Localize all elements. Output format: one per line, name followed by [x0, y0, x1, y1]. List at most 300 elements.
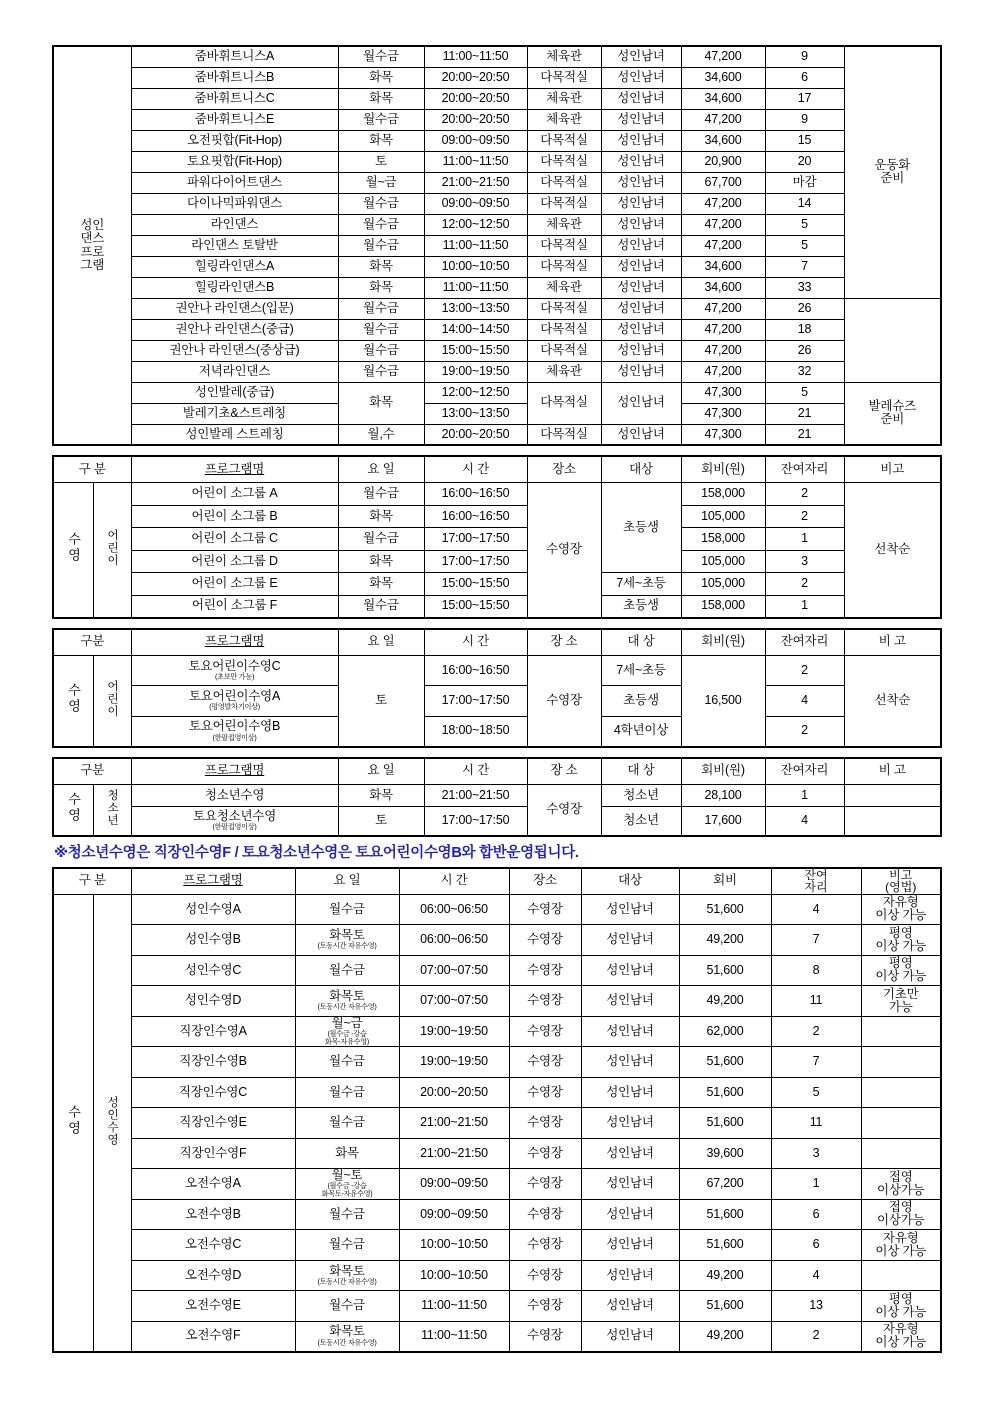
- table-row: [53, 550, 941, 573]
- adult-swim-table: [52, 867, 942, 1353]
- program-seats: 33: [765, 277, 844, 298]
- table-row: [53, 573, 941, 596]
- program-name: 오전수영B: [131, 1199, 295, 1230]
- program-time: 18:00~18:50: [424, 716, 527, 747]
- program-day: 월수금: [295, 894, 399, 925]
- table-row: [53, 403, 941, 424]
- column-header: 비 고: [844, 629, 941, 656]
- dance-note-ballet: 발레슈즈 준비: [844, 382, 941, 445]
- program-day: 월수금: [295, 1199, 399, 1230]
- table-row: [53, 88, 941, 109]
- column-header: 회비(원): [681, 629, 765, 656]
- program-day: 화목: [338, 784, 424, 807]
- program-name: 직장인수영B: [131, 1047, 295, 1078]
- spacer-1: [52, 446, 940, 455]
- program-time: 15:00~15:50: [424, 595, 527, 618]
- program-time: 12:00~12:50: [424, 382, 527, 403]
- kids-category-1: 수영: [53, 483, 93, 618]
- program-day: 월수금: [338, 595, 424, 618]
- program-day: 월수금: [338, 298, 424, 319]
- program-fee: 51,600: [679, 1077, 771, 1108]
- table-row: [53, 1169, 941, 1200]
- program-day: 월수금: [338, 214, 424, 235]
- program-name: 토요어린이수영B (한팔접영이상): [131, 716, 338, 747]
- column-header: 대 상: [601, 629, 681, 656]
- program-fee: 67,700: [681, 172, 765, 193]
- program-time: 17:00~17:50: [424, 550, 527, 573]
- column-header: 잔여자리: [765, 758, 844, 785]
- program-target: 성인남녀: [601, 424, 681, 445]
- table-row: [53, 256, 941, 277]
- column-header: 장소: [509, 868, 581, 895]
- program-time: 19:00~19:50: [399, 1016, 509, 1047]
- program-day: 월~금: [338, 172, 424, 193]
- program-target: 성인남녀: [601, 88, 681, 109]
- table-row: [53, 1199, 941, 1230]
- program-name: 권안나 라인댄스(중급): [131, 319, 338, 340]
- program-target: 성인남녀: [581, 1138, 679, 1169]
- program-time: 10:00~10:50: [399, 1260, 509, 1291]
- program-name: 토요어린이수영C (초보만 가능): [131, 655, 338, 686]
- program-fee: 39,600: [679, 1138, 771, 1169]
- program-name: 권안나 라인댄스(중상급): [131, 340, 338, 361]
- table-row: [53, 340, 941, 361]
- program-day: 화목: [338, 88, 424, 109]
- program-time: 16:00~16:50: [424, 655, 527, 686]
- table-row: [53, 151, 941, 172]
- program-name: 어린이 소그룹 C: [131, 528, 338, 551]
- program-time: 20:00~20:50: [424, 424, 527, 445]
- program-day: 월수금: [295, 1230, 399, 1261]
- program-fee: 67,200: [679, 1169, 771, 1200]
- table-row: [53, 1230, 941, 1261]
- program-fee: 51,600: [679, 1199, 771, 1230]
- program-fee: 47,200: [681, 109, 765, 130]
- program-name: 라인댄스 토탈반: [131, 235, 338, 256]
- column-header: 장소: [527, 456, 601, 483]
- program-fee: 51,600: [679, 955, 771, 986]
- program-seats: 13: [771, 1291, 861, 1322]
- program-place: 수영장: [509, 1291, 581, 1322]
- dance-note-shoes: 운동화 준비: [844, 46, 941, 298]
- program-seats: 2: [765, 573, 844, 596]
- program-note: [844, 784, 941, 807]
- program-seats: 21: [765, 403, 844, 424]
- program-target: 성인남녀: [581, 986, 679, 1017]
- program-place: 수영장: [509, 894, 581, 925]
- table-header-row: [53, 456, 941, 483]
- program-name: 성인발레 스트레칭: [131, 424, 338, 445]
- program-time: 15:00~15:50: [424, 340, 527, 361]
- program-seats: 14: [765, 193, 844, 214]
- program-name: 토요어린이수영A (평영발차기이상): [131, 686, 338, 717]
- program-time: 10:00~10:50: [399, 1230, 509, 1261]
- table-row: [53, 298, 941, 319]
- program-place: 다목적실: [527, 193, 601, 214]
- youth-category-1: 수영: [53, 784, 93, 836]
- program-target: 4학년이상: [601, 716, 681, 747]
- program-place: 수영장: [527, 655, 601, 747]
- program-name: 청소년수영: [131, 784, 338, 807]
- program-note: [844, 807, 941, 836]
- program-target: 초등생: [601, 686, 681, 717]
- program-time: 10:00~10:50: [424, 256, 527, 277]
- column-header: 프로그램명: [131, 456, 338, 483]
- program-note-stroke: [861, 1260, 941, 1291]
- program-time: 15:00~15:50: [424, 573, 527, 596]
- program-time: 09:00~09:50: [399, 1169, 509, 1200]
- program-target: 성인남녀: [601, 235, 681, 256]
- program-seats: 2: [771, 1016, 861, 1047]
- column-header: 시 간: [424, 758, 527, 785]
- column-header: 장 소: [527, 629, 601, 656]
- table-row: [53, 505, 941, 528]
- program-time: 07:00~07:50: [399, 986, 509, 1017]
- program-time: 21:00~21:50: [399, 1108, 509, 1139]
- program-day: 월수금: [338, 361, 424, 382]
- program-seats: 17: [765, 88, 844, 109]
- program-target: 성인남녀: [601, 151, 681, 172]
- program-name: 어린이 소그룹 B: [131, 505, 338, 528]
- program-seats: 4: [771, 894, 861, 925]
- program-name: 오전수영E: [131, 1291, 295, 1322]
- column-header: 회비: [679, 868, 771, 895]
- program-note-stroke: 평영 이상 가능: [861, 1291, 941, 1322]
- table-row: [53, 807, 941, 836]
- program-place: 다목적실: [527, 424, 601, 445]
- program-seats: 15: [765, 130, 844, 151]
- program-note-stroke: [861, 1077, 941, 1108]
- program-fee: 34,600: [681, 277, 765, 298]
- program-place: 다목적실: [527, 340, 601, 361]
- program-name: 성인수영D: [131, 986, 295, 1017]
- program-target: 성인남녀: [601, 130, 681, 151]
- program-fee: 49,200: [679, 986, 771, 1017]
- table-row: [53, 595, 941, 618]
- program-seats: 1: [765, 784, 844, 807]
- column-header: 대 상: [601, 758, 681, 785]
- program-name: 토요청소년수영 (한팔접영이상): [131, 807, 338, 836]
- program-place: 체육관: [527, 109, 601, 130]
- program-fee: 47,300: [681, 403, 765, 424]
- program-time: 17:00~17:50: [424, 686, 527, 717]
- program-place: 수영장: [509, 1047, 581, 1078]
- program-place: 수영장: [509, 986, 581, 1017]
- program-name: 오전핏합(Fit-Hop): [131, 130, 338, 151]
- program-time: 17:00~17:50: [424, 528, 527, 551]
- program-note-stroke: 평영 이상 가능: [861, 925, 941, 956]
- program-note-stroke: [861, 1016, 941, 1047]
- program-place: 다목적실: [527, 319, 601, 340]
- program-fee: 20,900: [681, 151, 765, 172]
- program-seats: 2: [765, 716, 844, 747]
- program-target: 성인남녀: [601, 361, 681, 382]
- program-note-stroke: [861, 1047, 941, 1078]
- program-day: 화목: [338, 550, 424, 573]
- column-header: 회비(원): [681, 456, 765, 483]
- table-row: [53, 67, 941, 88]
- program-seats: 4: [765, 807, 844, 836]
- spacer-3: [52, 748, 940, 757]
- program-day: 화목: [338, 277, 424, 298]
- program-name: 줌바휘트니스E: [131, 109, 338, 130]
- program-name: 줌바휘트니스A: [131, 46, 338, 67]
- program-seats: 7: [765, 256, 844, 277]
- program-note-stroke: 접영 이상가능: [861, 1169, 941, 1200]
- program-target: 초등생: [601, 595, 681, 618]
- program-seats: 마감: [765, 172, 844, 193]
- table-row: [53, 382, 941, 403]
- column-header: 요 일: [338, 758, 424, 785]
- table-row: [53, 784, 941, 807]
- program-name: 직장인수영C: [131, 1077, 295, 1108]
- program-name: 오전수영D: [131, 1260, 295, 1291]
- program-target: 성인남녀: [601, 298, 681, 319]
- program-note-stroke: [861, 1108, 941, 1139]
- spacer-2: [52, 619, 940, 628]
- program-target: 성인남녀: [581, 1077, 679, 1108]
- program-seats: 6: [771, 1199, 861, 1230]
- program-name: 저녁라인댄스: [131, 361, 338, 382]
- program-schedule-page: [52, 45, 940, 1353]
- adult-category-2: 성인수영: [93, 894, 131, 1352]
- program-time: 16:00~16:50: [424, 505, 527, 528]
- program-place: 수영장: [509, 925, 581, 956]
- program-name: 어린이 소그룹 E: [131, 573, 338, 596]
- program-seats: 26: [765, 340, 844, 361]
- program-day: 화목: [338, 505, 424, 528]
- program-time: 13:00~13:50: [424, 403, 527, 424]
- program-name: 파워다이어트댄스: [131, 172, 338, 193]
- table-row: [53, 277, 941, 298]
- program-fee: 28,100: [681, 784, 765, 807]
- program-place: 수영장: [509, 1077, 581, 1108]
- youth-category-2: 청소년: [93, 784, 131, 836]
- program-day: 화목토 (토동시간 자유수영): [295, 1321, 399, 1352]
- program-target: 성인남녀: [601, 214, 681, 235]
- program-time: 19:00~19:50: [399, 1047, 509, 1078]
- program-target: 성인남녀: [601, 277, 681, 298]
- program-time: 13:00~13:50: [424, 298, 527, 319]
- table-row: [53, 955, 941, 986]
- satkids-category-2: 어린이: [93, 655, 131, 747]
- program-name: 직장인수영F: [131, 1138, 295, 1169]
- column-header: 비고: [844, 456, 941, 483]
- program-name: 직장인수영E: [131, 1108, 295, 1139]
- program-fee: 105,000: [681, 550, 765, 573]
- program-day: 토: [338, 807, 424, 836]
- table-row: [53, 361, 941, 382]
- table-header-row: [53, 758, 941, 785]
- program-day: 화목: [338, 67, 424, 88]
- program-fee: 47,300: [681, 382, 765, 403]
- table-row: [53, 925, 941, 956]
- program-target: 7세~초등: [601, 573, 681, 596]
- program-day: 월~금 (월수금 -강습 화목-자유수영): [295, 1016, 399, 1047]
- program-fee: 158,000: [681, 483, 765, 506]
- program-place: 다목적실: [527, 172, 601, 193]
- table-row: [53, 483, 941, 506]
- column-header: 잔여자리: [765, 629, 844, 656]
- column-header: 대상: [581, 868, 679, 895]
- table-row: [53, 716, 941, 747]
- program-day: 월수금: [295, 1108, 399, 1139]
- program-target: 성인남녀: [601, 340, 681, 361]
- program-fee: 47,200: [681, 298, 765, 319]
- table-row: [53, 235, 941, 256]
- program-note-stroke: 기초만 가능: [861, 986, 941, 1017]
- table-row: [53, 214, 941, 235]
- kids-category-2: 어린이: [93, 483, 131, 618]
- table-row: [53, 1108, 941, 1139]
- program-target: 성인남녀: [581, 1016, 679, 1047]
- table-row: [53, 109, 941, 130]
- program-place: 수영장: [509, 1138, 581, 1169]
- program-target: 성인남녀: [581, 1108, 679, 1139]
- program-time: 09:00~09:50: [424, 193, 527, 214]
- program-note-stroke: 평영 이상 가능: [861, 955, 941, 986]
- program-place: 수영장: [509, 955, 581, 986]
- program-place: 체육관: [527, 214, 601, 235]
- program-time: 06:00~06:50: [399, 925, 509, 956]
- program-name: 다이나믹파워댄스: [131, 193, 338, 214]
- program-seats: 5: [765, 214, 844, 235]
- program-fee: 34,600: [681, 256, 765, 277]
- program-place: 체육관: [527, 46, 601, 67]
- program-fee: 47,200: [681, 319, 765, 340]
- program-name: 줌바휘트니스C: [131, 88, 338, 109]
- program-time: 11:00~11:50: [424, 235, 527, 256]
- program-target: 성인남녀: [601, 319, 681, 340]
- program-place: 수영장: [509, 1016, 581, 1047]
- program-place: 다목적실: [527, 382, 601, 424]
- program-seats: 7: [771, 925, 861, 956]
- program-note-stroke: 자유형 이상 가능: [861, 1321, 941, 1352]
- program-name: 라인댄스: [131, 214, 338, 235]
- column-header: 구분: [53, 629, 131, 656]
- program-target: 성인남녀: [601, 256, 681, 277]
- program-fee: 51,600: [679, 1230, 771, 1261]
- program-place: 다목적실: [527, 130, 601, 151]
- program-fee: 105,000: [681, 573, 765, 596]
- table-row: [53, 686, 941, 717]
- table-row: [53, 424, 941, 445]
- program-seats: 5: [765, 382, 844, 403]
- program-time: 21:00~21:50: [424, 784, 527, 807]
- program-name: 오전수영F: [131, 1321, 295, 1352]
- column-header: 프로그램명: [131, 868, 295, 895]
- program-day: 화목: [338, 130, 424, 151]
- table-row: [53, 1077, 941, 1108]
- table-row: [53, 894, 941, 925]
- program-fee: 47,200: [681, 340, 765, 361]
- program-fee: 105,000: [681, 505, 765, 528]
- satkids-note: 선착순: [844, 655, 941, 747]
- program-target: 성인남녀: [581, 1260, 679, 1291]
- program-fee: 16,500: [681, 655, 765, 747]
- program-seats: 3: [771, 1138, 861, 1169]
- program-seats: 7: [771, 1047, 861, 1078]
- program-seats: 6: [771, 1230, 861, 1261]
- program-name: 토요핏합(Fit-Hop): [131, 151, 338, 172]
- program-seats: 2: [771, 1321, 861, 1352]
- program-seats: 6: [765, 67, 844, 88]
- table-row: [53, 1016, 941, 1047]
- table-header-row: [53, 629, 941, 656]
- program-time: 11:00~11:50: [424, 151, 527, 172]
- program-day: 월수금: [338, 235, 424, 256]
- program-place: 수영장: [509, 1230, 581, 1261]
- program-seats: 11: [771, 1108, 861, 1139]
- program-target: 성인남녀: [601, 109, 681, 130]
- program-target: 성인남녀: [581, 894, 679, 925]
- program-time: 11:00~11:50: [424, 277, 527, 298]
- program-time: 14:00~14:50: [424, 319, 527, 340]
- program-place: 다목적실: [527, 298, 601, 319]
- table-row: [53, 130, 941, 151]
- column-header: 요 일: [338, 456, 424, 483]
- program-target: 성인남녀: [581, 1047, 679, 1078]
- program-name: 권안나 라인댄스(입문): [131, 298, 338, 319]
- program-day: 월수금: [295, 955, 399, 986]
- program-day: 화목토 (토동시간 자유수영): [295, 925, 399, 956]
- column-header: 장 소: [527, 758, 601, 785]
- program-fee: 51,600: [679, 1047, 771, 1078]
- program-target: 청소년: [601, 784, 681, 807]
- program-seats: 9: [765, 46, 844, 67]
- column-header: 비고 (영법): [861, 868, 941, 895]
- program-name: 어린이 소그룹 A: [131, 483, 338, 506]
- program-target: 초등생: [601, 483, 681, 573]
- program-fee: 47,200: [681, 214, 765, 235]
- table-row: [53, 528, 941, 551]
- kids-note: 선착순: [844, 483, 941, 618]
- table-row: [53, 319, 941, 340]
- program-day: 화목토 (토동시간 자유수영): [295, 986, 399, 1017]
- program-target: 성인남녀: [581, 1291, 679, 1322]
- program-note-stroke: 자유형 이상 가능: [861, 1230, 941, 1261]
- dance-category-label: 성인 댄스 프로 그램: [53, 46, 131, 445]
- table-row: [53, 1321, 941, 1352]
- program-target: 성인남녀: [601, 193, 681, 214]
- program-note-stroke: 자유형 이상 가능: [861, 894, 941, 925]
- program-day: 화목: [295, 1138, 399, 1169]
- program-place: 수영장: [509, 1260, 581, 1291]
- table-row: [53, 986, 941, 1017]
- table-header-row: [53, 868, 941, 895]
- program-seats: 1: [765, 528, 844, 551]
- column-header: 비 고: [844, 758, 941, 785]
- program-fee: 47,200: [681, 361, 765, 382]
- program-seats: 18: [765, 319, 844, 340]
- program-seats: 1: [765, 595, 844, 618]
- program-fee: 34,600: [681, 67, 765, 88]
- table-row: [53, 655, 941, 686]
- table-row: [53, 1047, 941, 1078]
- program-name: 성인발레(중급): [131, 382, 338, 403]
- program-target: 청소년: [601, 807, 681, 836]
- program-place: 다목적실: [527, 67, 601, 88]
- column-header: 프로그램명: [131, 758, 338, 785]
- program-place: 체육관: [527, 361, 601, 382]
- program-seats: 1: [771, 1169, 861, 1200]
- program-time: 20:00~20:50: [424, 67, 527, 88]
- program-day: 월~토 (월수금 -강습 화목토-자유수영): [295, 1169, 399, 1200]
- program-seats: 9: [765, 109, 844, 130]
- column-header: 구 분: [53, 868, 131, 895]
- program-fee: 49,200: [679, 925, 771, 956]
- program-seats: 8: [771, 955, 861, 986]
